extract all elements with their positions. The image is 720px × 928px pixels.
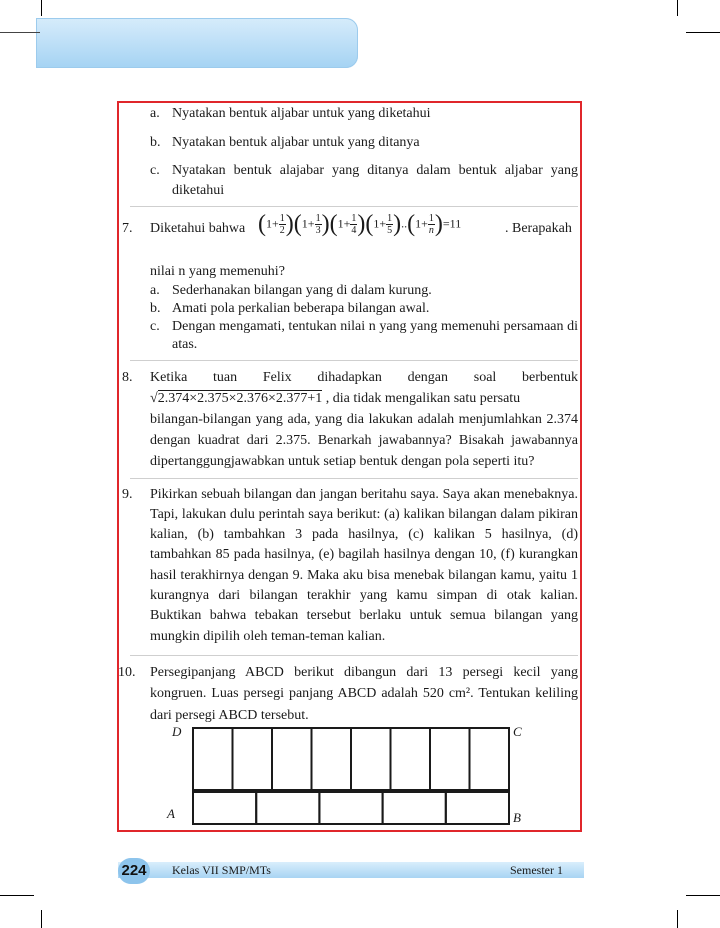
- question-text: nilai n yang memenuhi?: [150, 264, 285, 279]
- sub-item-text: Amati pola perkalian beberapa bilangan awal.: [172, 300, 430, 316]
- sub-item-6c: [130, 161, 578, 200]
- question-text: bilangan-bilangan yang ada, yang dia lakukan adalah menjumlahkan 2.374 dengan kuadrat dari 2.375. Benarkah jawabannya? Bisakah jawabannya dipertanggungjawabkan untuk setiap bentuk dengan pola seperti itu?: [150, 411, 578, 469]
- top-square: [193, 728, 233, 790]
- footer-semester-label: Semester 1: [510, 863, 563, 877]
- bottom-rect: [446, 792, 509, 824]
- header-rule: [0, 32, 40, 33]
- rectangle-abcd-figure: [192, 727, 510, 827]
- crop-mark: [686, 32, 720, 33]
- crop-mark: [41, 910, 42, 928]
- question-10: [118, 662, 578, 727]
- top-squares: [193, 728, 509, 790]
- sub-item-label: c.: [150, 163, 160, 178]
- radicand: 2.374×2.375×2.376×2.377+1: [157, 390, 323, 406]
- top-square: [391, 728, 431, 790]
- sub-item-label: c.: [150, 318, 160, 334]
- bottom-rects: [193, 792, 509, 824]
- bottom-rect: [256, 792, 319, 824]
- divider: [130, 360, 578, 361]
- exercise-content: [118, 104, 578, 726]
- header-banner: [36, 18, 358, 68]
- top-square: [233, 728, 273, 790]
- sub-item-label: a.: [150, 106, 160, 121]
- bottom-rect: [319, 792, 382, 824]
- divider: [130, 206, 578, 207]
- top-square: [272, 728, 312, 790]
- product-expression: (1+ $\frac{1}{2}$ )(1+ $\frac{1}{3}$ )(1+ $\frac{1}{4}$ )(1+ $\frac{1}{5}$ )..(1+ $\frac{1}{n}$ )=11: [258, 210, 462, 237]
- sub-item-text: Dengan mengamati, tentukan nilai n yang yang memenuhi persamaan di atas.: [172, 318, 578, 352]
- question-number: 8.: [122, 369, 133, 385]
- divider: [130, 655, 578, 656]
- question-text: Pikirkan sebuah bilangan dan jangan beritahu saya. Saya akan menebaknya. Tapi, lakukan dulu perintah saya berikut: (a) kalikan bilangan dalam pikiran kalian, (b) tambahkan 3 pada hasilnya, (c) kalikan 5 hasilnya, (d) tambahkan 85 pada hasilnya, (e) bagilah hasilnya dengan 10, (f) kurangkan hasil terakhirnya dengan 9. Maka aku bisa menebak bilangan kamu, yaitu 1 kurangnya dari bilangan terakhir yang kamu simpan di otak kalian. Buktikan bahwa tebakan tersebut berlaku untuk semua bilangan yang mungkin dipilih oleh teman-teman kalian.: [150, 486, 578, 644]
- sub-item-7a: [130, 282, 578, 300]
- sub-item-text: Nyatakan bentuk aljabar untuk yang ditanya: [172, 134, 420, 150]
- crop-mark: [0, 895, 34, 896]
- corner-a: A: [167, 806, 175, 821]
- question-9: [122, 485, 578, 647]
- question-7-ask: [130, 262, 578, 282]
- bottom-rect: [383, 792, 446, 824]
- question-number: 10.: [118, 664, 136, 680]
- crop-mark: [677, 0, 678, 16]
- sub-item-6b: [130, 133, 578, 153]
- corner-c: C: [513, 724, 522, 739]
- sub-item-7b: [130, 300, 578, 318]
- top-square: [430, 728, 470, 790]
- sub-item-text: Nyatakan bentuk alajabar yang ditanya dalam bentuk aljabar yang diketahui: [172, 163, 578, 198]
- crop-mark: [41, 0, 42, 16]
- question-tail: . Berapakah: [505, 221, 572, 236]
- bottom-rect: [193, 792, 256, 824]
- top-square: [470, 728, 510, 790]
- top-square: [351, 728, 391, 790]
- sub-item-label: b.: [150, 300, 161, 316]
- question-number: 9.: [122, 486, 133, 502]
- question-8: [122, 367, 578, 472]
- sub-item-text: Nyatakan bentuk aljabar untuk yang diketahui: [172, 106, 431, 121]
- sub-item-text: Sederhanakan bilangan yang di dalam kurung.: [172, 282, 432, 298]
- crop-mark: [686, 895, 720, 896]
- question-lead: Diketahui bahwa: [150, 221, 246, 236]
- top-square: [312, 728, 352, 790]
- page-number: 224: [118, 858, 150, 884]
- corner-d: D: [172, 724, 182, 739]
- sub-item-6a: [130, 104, 578, 124]
- question-text: Ketika tuan Felix dihadapkan dengan soal berbentuk: [150, 369, 578, 385]
- question-7: [122, 210, 578, 247]
- sub-item-label: b.: [150, 134, 161, 150]
- corner-b: B: [513, 810, 521, 825]
- question-text: , dia tidak mengalikan satu persatu: [325, 390, 521, 406]
- divider: [130, 478, 578, 479]
- sub-item-label: a.: [150, 282, 160, 298]
- question-text-root: √2.374×2.375×2.376×2.377+1 , dia tidak mengalikan satu persatu: [150, 390, 521, 406]
- sub-item-7c: [130, 318, 578, 354]
- question-text: Persegipanjang ABCD berikut dibangun dari 13 persegi kecil yang kongruen. Luas persegi panjang ABCD adalah 520 cm². Tentukan keliling dari persegi ABCD tersebut.: [150, 664, 578, 723]
- question-number: 7.: [122, 221, 133, 236]
- footer-class-label: Kelas VII SMP/MTs: [172, 863, 271, 877]
- crop-mark: [677, 910, 678, 928]
